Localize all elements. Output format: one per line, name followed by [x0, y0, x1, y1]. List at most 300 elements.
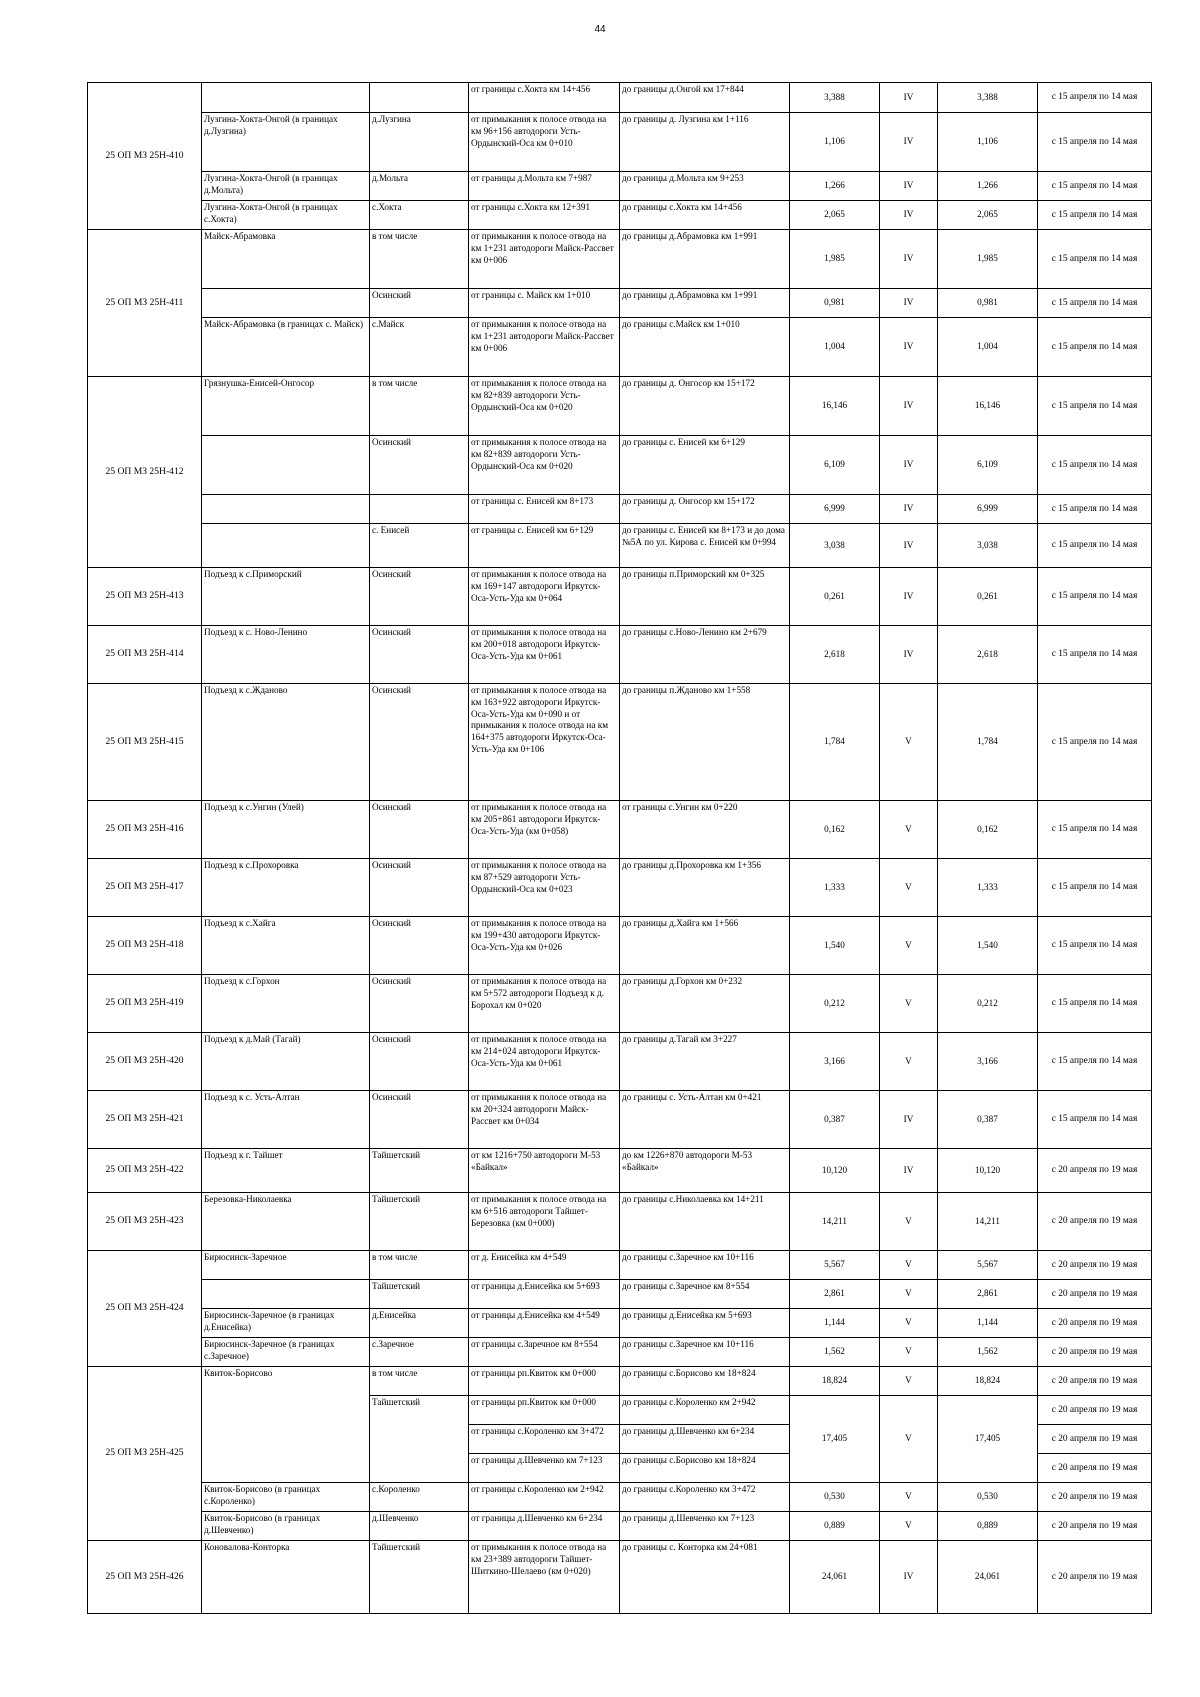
category-cell: IV [880, 318, 938, 377]
segment-start-cell: от границы д.Шевченко км 6+234 [469, 1512, 620, 1541]
segment-end-cell: до границы с. Конторка км 24+081 [620, 1541, 790, 1614]
category-cell: V [880, 1338, 938, 1367]
category-cell: V [880, 1309, 938, 1338]
road-name-cell [202, 495, 370, 524]
segment-start-cell: от примыкания к полосе отвода на км 200+018 автодороги Иркутск-Оса-Усть-Уда км 0+061 [469, 626, 620, 684]
road-code-cell: 25 ОП МЗ 25Н-414 [88, 626, 202, 684]
segment-end-cell: до границы д.Шевченко км 6+234 [620, 1425, 790, 1454]
restricted-length-cell: 1,266 [938, 172, 1038, 201]
length-cell: 3,038 [790, 524, 880, 568]
district-cell: Осинский [370, 917, 469, 975]
district-cell: с.Хокта [370, 201, 469, 230]
restriction-period-cell: с 20 апреля по 19 мая [1038, 1454, 1152, 1483]
segment-end-cell: до границы п.Приморский км 0+325 [620, 568, 790, 626]
category-cell: IV [880, 568, 938, 626]
restricted-length-cell: 1,004 [938, 318, 1038, 377]
road-code-cell: 25 ОП МЗ 25Н-410 [88, 83, 202, 230]
restricted-length-cell: 1,106 [938, 113, 1038, 172]
segment-end-cell: до границы д.Хайга км 1+566 [620, 917, 790, 975]
category-cell: V [880, 859, 938, 917]
segment-start-cell: от границы д.Мольта км 7+987 [469, 172, 620, 201]
restriction-period-cell: с 20 апреля по 19 мая [1038, 1149, 1152, 1193]
category-cell: IV [880, 1149, 938, 1193]
district-cell: Осинский [370, 859, 469, 917]
district-cell: Осинский [370, 1033, 469, 1091]
road-name-cell: Лузгина-Хокта-Онгой (в границах д.Лузгина) [202, 113, 370, 172]
category-cell: IV [880, 626, 938, 684]
restriction-period-cell: с 15 апреля по 14 мая [1038, 684, 1152, 801]
segment-end-cell: до границы с. Усть-Алтан км 0+421 [620, 1091, 790, 1149]
table-row [88, 377, 1152, 436]
length-cell: 2,065 [790, 201, 880, 230]
district-cell: Осинский [370, 684, 469, 801]
road-name-cell: Грязнушка-Енисей-Онгосор [202, 377, 370, 436]
restriction-period-cell: с 20 апреля по 19 мая [1038, 1425, 1152, 1454]
restricted-length-cell: 0,981 [938, 289, 1038, 318]
segment-start-cell: от примыкания к полосе отвода на км 163+922 автодороги Иркутск-Оса-Усть-Уда км 0+090 и от примыкания к полосе отвода на км 164+375 автодороги Иркутск-Оса-Усть-Уда км 0+106 [469, 684, 620, 801]
table-row [88, 801, 1152, 859]
restricted-length-cell: 3,038 [938, 524, 1038, 568]
road-code-cell: 25 ОП МЗ 25Н-413 [88, 568, 202, 626]
road-name-cell: Подъезд к с.Горхон [202, 975, 370, 1033]
category-cell: IV [880, 113, 938, 172]
length-cell: 5,567 [790, 1251, 880, 1280]
segment-start-cell: от примыкания к полосе отвода на км 199+430 автодороги Иркутск-Оса-Усть-Уда км 0+026 [469, 917, 620, 975]
road-name-cell: Подъезд к с.Прохоровка [202, 859, 370, 917]
road-name-cell: Подъезд к с.Приморский [202, 568, 370, 626]
restriction-period-cell: с 20 апреля по 19 мая [1038, 1309, 1152, 1338]
restricted-length-cell: 17,405 [938, 1396, 1038, 1483]
restricted-length-cell: 0,889 [938, 1512, 1038, 1541]
road-name-cell: Подъезд к г. Тайшет [202, 1149, 370, 1193]
district-cell: д.Шевченко [370, 1512, 469, 1541]
segment-start-cell: от границы рп.Квиток км 0+000 [469, 1367, 620, 1396]
segment-start-cell: от границы д.Шевченко км 7+123 [469, 1454, 620, 1483]
segment-end-cell: до границы с. Енисей км 8+173 и до дома №5А по ул. Кирова с. Енисей км 0+994 [620, 524, 790, 568]
table-row [88, 1280, 1152, 1309]
restricted-length-cell: 6,999 [938, 495, 1038, 524]
restriction-period-cell: с 15 апреля по 14 мая [1038, 1033, 1152, 1091]
table-row [88, 917, 1152, 975]
road-restrictions-table [87, 82, 1152, 1614]
length-cell: 3,166 [790, 1033, 880, 1091]
restriction-period-cell: с 15 апреля по 14 мая [1038, 436, 1152, 495]
segment-start-cell: от примыкания к полосе отвода на км 6+516 автодороги Тайшет-Березовка (км 0+000) [469, 1193, 620, 1251]
district-cell: Осинский [370, 975, 469, 1033]
category-cell: V [880, 917, 938, 975]
road-name-cell [202, 83, 370, 113]
restriction-period-cell: с 20 апреля по 19 мая [1038, 1193, 1152, 1251]
road-name-cell: Коновалова-Конторка [202, 1541, 370, 1614]
table-row [88, 524, 1152, 568]
restricted-length-cell: 0,530 [938, 1483, 1038, 1512]
road-name-cell: Подъезд к с. Ново-Ленино [202, 626, 370, 684]
segment-start-cell: от границы д.Енисейка км 4+549 [469, 1309, 620, 1338]
restriction-period-cell: с 15 апреля по 14 мая [1038, 975, 1152, 1033]
length-cell: 0,889 [790, 1512, 880, 1541]
segment-start-cell: от примыкания к полосе отвода на км 214+024 автодороги Иркутск-Оса-Усть-Уда км 0+061 [469, 1033, 620, 1091]
length-cell: 2,861 [790, 1280, 880, 1309]
table-row [88, 436, 1152, 495]
road-name-cell: Бирюсинск-Заречное (в границах с.Заречное) [202, 1338, 370, 1367]
length-cell: 14,211 [790, 1193, 880, 1251]
segment-end-cell: до границы д.Абрамовка км 1+991 [620, 289, 790, 318]
segment-end-cell: до границы с.Ново-Ленино км 2+679 [620, 626, 790, 684]
table-row [88, 230, 1152, 289]
restriction-period-cell: с 15 апреля по 14 мая [1038, 1091, 1152, 1149]
segment-end-cell: до границы д.Онгой км 17+844 [620, 83, 790, 113]
restricted-length-cell: 10,120 [938, 1149, 1038, 1193]
table-row [88, 1338, 1152, 1367]
segment-start-cell: от примыкания к полосе отвода на км 20+324 автодороги Майск-Рассвет км 0+034 [469, 1091, 620, 1149]
road-code-cell: 25 ОП МЗ 25Н-424 [88, 1251, 202, 1367]
road-name-cell: Подъезд к с.Унгин (Улей) [202, 801, 370, 859]
segment-end-cell: до границы д.Абрамовка км 1+991 [620, 230, 790, 289]
length-cell: 17,405 [790, 1396, 880, 1483]
segment-start-cell: от границы д.Енисейка км 5+693 [469, 1280, 620, 1309]
restricted-length-cell: 0,212 [938, 975, 1038, 1033]
road-name-cell [202, 524, 370, 568]
segment-start-cell: от границы с.Короленко км 3+472 [469, 1425, 620, 1454]
road-name-cell: Подъезд к д.Май (Тагай) [202, 1033, 370, 1091]
segment-start-cell: от границы рп.Квиток км 0+000 [469, 1396, 620, 1425]
segment-end-cell: до границы с.Николаевка км 14+211 [620, 1193, 790, 1251]
segment-end-cell: до границы д. Лузгина км 1+116 [620, 113, 790, 172]
segment-start-cell: от км 1216+750 автодороги М-53 «Байкал» [469, 1149, 620, 1193]
segment-end-cell: до границы с.Короленко км 3+472 [620, 1483, 790, 1512]
road-code-cell: 25 ОП МЗ 25Н-418 [88, 917, 202, 975]
segment-start-cell: от примыкания к полосе отвода на км 1+231 автодороги Майск-Рассвет км 0+006 [469, 318, 620, 377]
district-cell: в том числе [370, 377, 469, 436]
table-row [88, 975, 1152, 1033]
length-cell: 0,212 [790, 975, 880, 1033]
restricted-length-cell: 5,567 [938, 1251, 1038, 1280]
district-cell: с. Енисей [370, 524, 469, 568]
segment-start-cell: от границы с.Короленко км 2+942 [469, 1483, 620, 1512]
category-cell: IV [880, 201, 938, 230]
road-code-cell: 25 ОП МЗ 25Н-422 [88, 1149, 202, 1193]
length-cell: 0,261 [790, 568, 880, 626]
table-row [88, 201, 1152, 230]
category-cell: V [880, 1033, 938, 1091]
table-row [88, 1367, 1152, 1396]
segment-start-cell: от д. Енисейка км 4+549 [469, 1251, 620, 1280]
restriction-period-cell: с 15 апреля по 14 мая [1038, 917, 1152, 975]
district-cell: в том числе [370, 1367, 469, 1396]
length-cell: 24,061 [790, 1541, 880, 1614]
segment-end-cell: до границы с.Майск км 1+010 [620, 318, 790, 377]
district-cell: в том числе [370, 230, 469, 289]
road-name-cell: Квиток-Борисово (в границах с.Короленко) [202, 1483, 370, 1512]
district-cell: д.Лузгина [370, 113, 469, 172]
restriction-period-cell: с 15 апреля по 14 мая [1038, 83, 1152, 113]
category-cell: V [880, 1483, 938, 1512]
district-cell: д.Мольта [370, 172, 469, 201]
district-cell: с.Короленко [370, 1483, 469, 1512]
length-cell: 6,999 [790, 495, 880, 524]
length-cell: 1,784 [790, 684, 880, 801]
table-row [88, 1149, 1152, 1193]
length-cell: 6,109 [790, 436, 880, 495]
category-cell: V [880, 1251, 938, 1280]
restricted-length-cell: 1,784 [938, 684, 1038, 801]
restricted-length-cell: 1,540 [938, 917, 1038, 975]
restriction-period-cell: с 15 апреля по 14 мая [1038, 318, 1152, 377]
length-cell: 1,004 [790, 318, 880, 377]
segment-start-cell: от примыкания к полосе отвода на км 5+572 автодороги Подъезд к д. Борохал км 0+020 [469, 975, 620, 1033]
district-cell: Осинский [370, 289, 469, 318]
district-cell: Тайшетский [370, 1396, 469, 1483]
restriction-period-cell: с 20 апреля по 19 мая [1038, 1396, 1152, 1425]
segment-start-cell: от границы с. Енисей км 6+129 [469, 524, 620, 568]
table-row [88, 289, 1152, 318]
length-cell: 1,985 [790, 230, 880, 289]
restricted-length-cell: 24,061 [938, 1541, 1038, 1614]
road-name-cell: Лузгина-Хокта-Онгой (в границах д.Мольта) [202, 172, 370, 201]
category-cell: V [880, 1396, 938, 1483]
restricted-length-cell: 1,333 [938, 859, 1038, 917]
district-cell [370, 495, 469, 524]
road-name-cell: Подъезд к с.Хайга [202, 917, 370, 975]
district-cell [370, 83, 469, 113]
road-code-cell: 25 ОП МЗ 25Н-412 [88, 377, 202, 568]
segment-end-cell: до границы д.Енисейка км 5+693 [620, 1309, 790, 1338]
table-row [88, 1512, 1152, 1541]
road-name-cell: Майск-Абрамовка [202, 230, 370, 289]
restricted-length-cell: 6,109 [938, 436, 1038, 495]
district-cell: Осинский [370, 436, 469, 495]
road-name-cell [202, 436, 370, 495]
restriction-period-cell: с 20 апреля по 19 мая [1038, 1367, 1152, 1396]
segment-end-cell: от границы с.Унгин км 0+220 [620, 801, 790, 859]
district-cell: Осинский [370, 626, 469, 684]
road-code-cell: 25 ОП МЗ 25Н-425 [88, 1367, 202, 1541]
table-row [88, 684, 1152, 801]
district-cell: с.Майск [370, 318, 469, 377]
category-cell: IV [880, 1091, 938, 1149]
restriction-period-cell: с 15 апреля по 14 мая [1038, 568, 1152, 626]
table-row [88, 83, 1152, 113]
restriction-period-cell: с 15 апреля по 14 мая [1038, 495, 1152, 524]
segment-start-cell: от примыкания к полосе отвода на км 205+861 автодороги Иркутск-Оса-Усть-Уда (км 0+058) [469, 801, 620, 859]
segment-end-cell: до границы д.Мольта км 9+253 [620, 172, 790, 201]
table-row [88, 1091, 1152, 1149]
category-cell: V [880, 684, 938, 801]
road-name-cell [202, 1280, 370, 1309]
category-cell: IV [880, 172, 938, 201]
length-cell: 18,824 [790, 1367, 880, 1396]
category-cell: V [880, 1193, 938, 1251]
restriction-period-cell: с 15 апреля по 14 мая [1038, 524, 1152, 568]
segment-end-cell: до границы д.Горхон км 0+232 [620, 975, 790, 1033]
table-row [88, 568, 1152, 626]
restricted-length-cell: 1,562 [938, 1338, 1038, 1367]
restricted-length-cell: 18,824 [938, 1367, 1038, 1396]
road-name-cell: Квиток-Борисово (в границах д.Шевченко) [202, 1512, 370, 1541]
restriction-period-cell: с 20 апреля по 19 мая [1038, 1541, 1152, 1614]
table-row [88, 1541, 1152, 1614]
segment-end-cell: до границы д. Онгосор км 15+172 [620, 495, 790, 524]
length-cell: 0,981 [790, 289, 880, 318]
segment-start-cell: от границы с.Заречное км 8+554 [469, 1338, 620, 1367]
restriction-period-cell: с 20 апреля по 19 мая [1038, 1512, 1152, 1541]
district-cell: Тайшетский [370, 1541, 469, 1614]
category-cell: IV [880, 495, 938, 524]
restricted-length-cell: 3,388 [938, 83, 1038, 113]
segment-start-cell: от границы с. Майск км 1+010 [469, 289, 620, 318]
restriction-period-cell: с 20 апреля по 19 мая [1038, 1280, 1152, 1309]
segment-end-cell: до границы с.Заречное км 8+554 [620, 1280, 790, 1309]
length-cell: 1,333 [790, 859, 880, 917]
segment-start-cell: от границы с.Хокта км 14+456 [469, 83, 620, 113]
length-cell: 1,106 [790, 113, 880, 172]
road-code-cell: 25 ОП МЗ 25Н-421 [88, 1091, 202, 1149]
restricted-length-cell: 0,387 [938, 1091, 1038, 1149]
segment-start-cell: от примыкания к полосе отвода на км 1+231 автодороги Майск-Рассвет км 0+006 [469, 230, 620, 289]
restricted-length-cell: 2,065 [938, 201, 1038, 230]
segment-start-cell: от примыкания к полосе отвода на км 169+147 автодороги Иркутск-Оса-Усть-Уда км 0+064 [469, 568, 620, 626]
segment-start-cell: от примыкания к полосе отвода на км 82+839 автодороги Усть-Ордынский-Оса км 0+020 [469, 377, 620, 436]
category-cell: V [880, 801, 938, 859]
category-cell: IV [880, 83, 938, 113]
restriction-period-cell: с 20 апреля по 19 мая [1038, 1251, 1152, 1280]
district-cell: Осинский [370, 1091, 469, 1149]
segment-start-cell: от границы с. Енисей км 8+173 [469, 495, 620, 524]
length-cell: 0,387 [790, 1091, 880, 1149]
district-cell: с.Заречное [370, 1338, 469, 1367]
restricted-length-cell: 2,618 [938, 626, 1038, 684]
length-cell: 2,618 [790, 626, 880, 684]
restriction-period-cell: с 15 апреля по 14 мая [1038, 801, 1152, 859]
segment-end-cell: до границы с. Енисей км 6+129 [620, 436, 790, 495]
restricted-length-cell: 3,166 [938, 1033, 1038, 1091]
table-row [88, 1033, 1152, 1091]
restriction-period-cell: с 15 апреля по 14 мая [1038, 377, 1152, 436]
road-name-cell: Квиток-Борисово [202, 1367, 370, 1483]
road-code-cell: 25 ОП МЗ 25Н-420 [88, 1033, 202, 1091]
length-cell: 1,266 [790, 172, 880, 201]
road-name-cell: Бирюсинск-Заречное [202, 1251, 370, 1280]
table-row [88, 495, 1152, 524]
length-cell: 3,388 [790, 83, 880, 113]
table-row [88, 626, 1152, 684]
page-number: 44 [594, 24, 606, 35]
category-cell: IV [880, 230, 938, 289]
segment-end-cell: до границы с.Короленко км 2+942 [620, 1396, 790, 1425]
restriction-period-cell: с 15 апреля по 14 мая [1038, 230, 1152, 289]
road-name-cell: Бирюсинск-Заречное (в границах д.Енисейка) [202, 1309, 370, 1338]
segment-start-cell: от примыкания к полосе отвода на км 87+529 автодороги Усть-Ордынский-Оса км 0+023 [469, 859, 620, 917]
segment-end-cell: до границы с.Борисово км 18+824 [620, 1454, 790, 1483]
restricted-length-cell: 16,146 [938, 377, 1038, 436]
road-name-cell: Подъезд к с.Жданово [202, 684, 370, 801]
district-cell: д.Енисейка [370, 1309, 469, 1338]
road-code-cell: 25 ОП МЗ 25Н-417 [88, 859, 202, 917]
segment-end-cell: до границы п.Жданово км 1+558 [620, 684, 790, 801]
restriction-period-cell: с 15 апреля по 14 мая [1038, 201, 1152, 230]
category-cell: V [880, 1280, 938, 1309]
segment-end-cell: до границы с.Борисово км 18+824 [620, 1367, 790, 1396]
table-row [88, 1483, 1152, 1512]
restricted-length-cell: 0,261 [938, 568, 1038, 626]
road-code-cell: 25 ОП МЗ 25Н-415 [88, 684, 202, 801]
road-name-cell: Березовка-Николаевка [202, 1193, 370, 1251]
length-cell: 10,120 [790, 1149, 880, 1193]
length-cell: 0,162 [790, 801, 880, 859]
table-row [88, 1251, 1152, 1280]
segment-start-cell: от примыкания к полосе отвода на км 96+156 автодороги Усть-Ордынский-Оса км 0+010 [469, 113, 620, 172]
road-name-cell: Майск-Абрамовка (в границах с. Майск) [202, 318, 370, 377]
table-row [88, 113, 1152, 172]
length-cell: 1,144 [790, 1309, 880, 1338]
segment-end-cell: до км 1226+870 автодороги М-53 «Байкал» [620, 1149, 790, 1193]
restriction-period-cell: с 15 апреля по 14 мая [1038, 113, 1152, 172]
category-cell: V [880, 975, 938, 1033]
segment-start-cell: от границы с.Хокта км 12+391 [469, 201, 620, 230]
segment-start-cell: от примыкания к полосе отвода на км 82+839 автодороги Усть-Ордынский-Оса км 0+020 [469, 436, 620, 495]
category-cell: IV [880, 436, 938, 495]
category-cell: IV [880, 1541, 938, 1614]
segment-end-cell: до границы с.Заречное км 10+116 [620, 1338, 790, 1367]
category-cell: IV [880, 289, 938, 318]
restricted-length-cell: 1,144 [938, 1309, 1038, 1338]
category-cell: V [880, 1367, 938, 1396]
restricted-length-cell: 0,162 [938, 801, 1038, 859]
category-cell: IV [880, 524, 938, 568]
table-row [88, 1193, 1152, 1251]
road-name-cell [202, 289, 370, 318]
road-code-cell: 25 ОП МЗ 25Н-423 [88, 1193, 202, 1251]
segment-end-cell: до границы с.Заречное км 10+116 [620, 1251, 790, 1280]
segment-end-cell: до границы д.Прохоровка км 1+356 [620, 859, 790, 917]
table-row [88, 859, 1152, 917]
district-cell: Осинский [370, 568, 469, 626]
restriction-period-cell: с 15 апреля по 14 мая [1038, 289, 1152, 318]
segment-end-cell: до границы с.Хокта км 14+456 [620, 201, 790, 230]
table-row [88, 172, 1152, 201]
segment-end-cell: до границы д. Онгосор км 15+172 [620, 377, 790, 436]
segment-end-cell: до границы д.Шевченко км 7+123 [620, 1512, 790, 1541]
restricted-length-cell: 2,861 [938, 1280, 1038, 1309]
length-cell: 16,146 [790, 377, 880, 436]
road-name-cell: Лузгина-Хокта-Онгой (в границах с.Хокта) [202, 201, 370, 230]
road-code-cell: 25 ОП МЗ 25Н-416 [88, 801, 202, 859]
restriction-period-cell: с 15 апреля по 14 мая [1038, 172, 1152, 201]
restricted-length-cell: 14,211 [938, 1193, 1038, 1251]
road-code-cell: 25 ОП МЗ 25Н-419 [88, 975, 202, 1033]
restriction-period-cell: с 20 апреля по 19 мая [1038, 1483, 1152, 1512]
category-cell: V [880, 1512, 938, 1541]
length-cell: 1,540 [790, 917, 880, 975]
road-name-cell: Подъезд к с. Усть-Алтан [202, 1091, 370, 1149]
district-cell: в том числе [370, 1251, 469, 1280]
table-row [88, 1309, 1152, 1338]
road-code-cell: 25 ОП МЗ 25Н-426 [88, 1541, 202, 1614]
length-cell: 0,530 [790, 1483, 880, 1512]
table-row [88, 318, 1152, 377]
restriction-period-cell: с 15 апреля по 14 мая [1038, 859, 1152, 917]
road-code-cell: 25 ОП МЗ 25Н-411 [88, 230, 202, 377]
segment-start-cell: от примыкания к полосе отвода на км 23+389 автодороги Тайшет-Шиткино-Шелаево (км 0+020) [469, 1541, 620, 1614]
length-cell: 1,562 [790, 1338, 880, 1367]
district-cell: Тайшетский [370, 1149, 469, 1193]
segment-end-cell: до границы д.Тагай км 3+227 [620, 1033, 790, 1091]
district-cell: Тайшетский [370, 1280, 469, 1309]
restricted-length-cell: 1,985 [938, 230, 1038, 289]
restriction-period-cell: с 15 апреля по 14 мая [1038, 626, 1152, 684]
restriction-period-cell: с 20 апреля по 19 мая [1038, 1338, 1152, 1367]
district-cell: Тайшетский [370, 1193, 469, 1251]
